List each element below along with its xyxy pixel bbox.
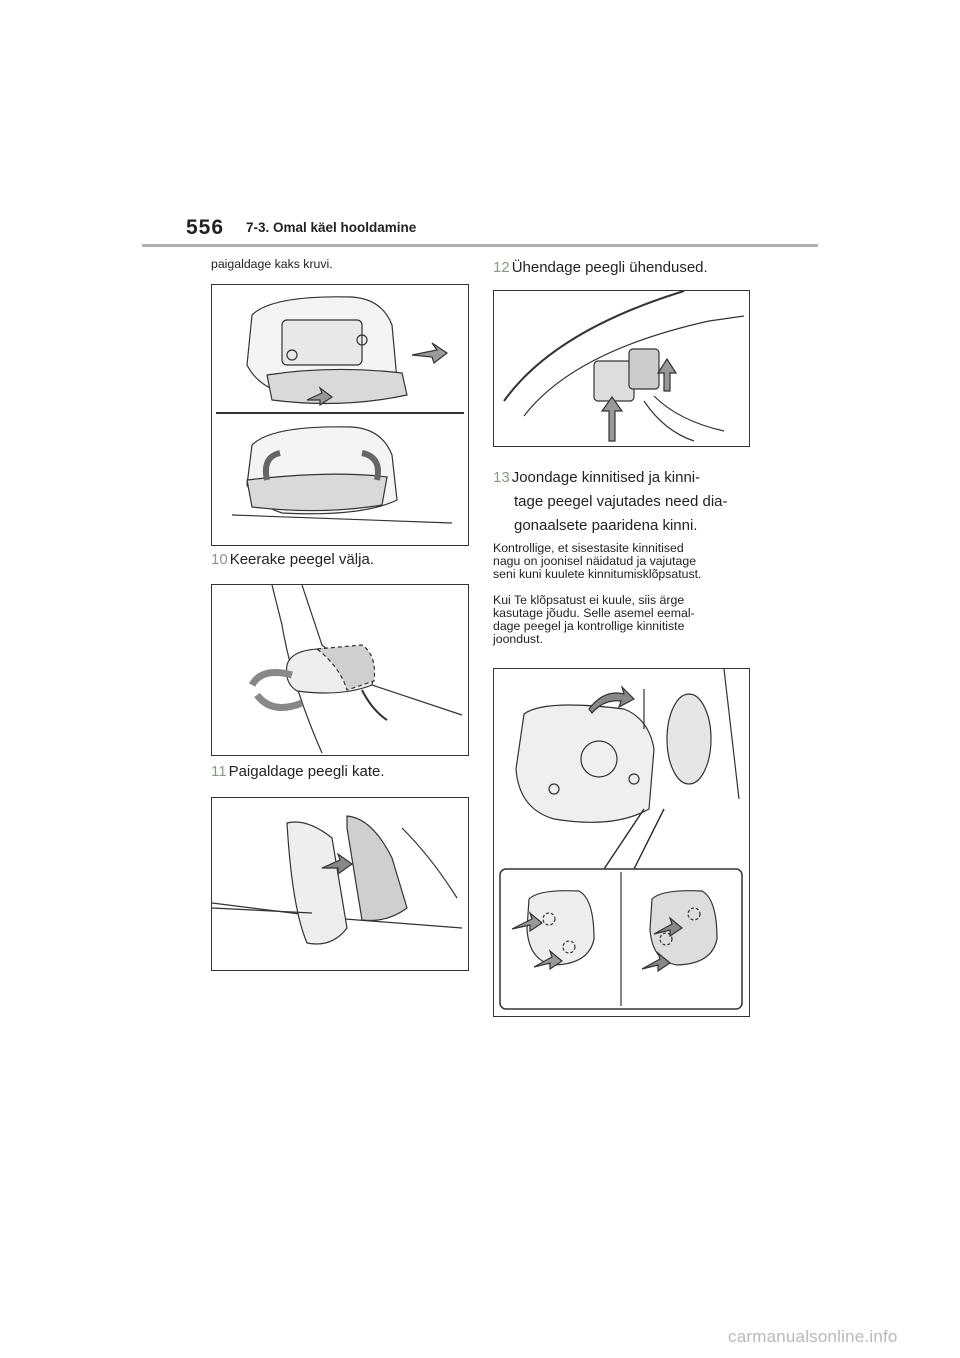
note-2-line: joondust.	[493, 632, 543, 646]
figure-mirror-cover	[211, 797, 469, 971]
note-1	[493, 542, 701, 581]
step-12-text: Ühendage peegli ühendused.	[511, 259, 708, 276]
note-2-line: dage peegel ja kontrollige kinnitiste	[493, 619, 685, 633]
step-12-number: 12	[493, 259, 510, 276]
watermark: carmanualsonline.info	[728, 1327, 898, 1346]
figure-fold-mirror	[211, 584, 469, 756]
note-1-line: Kontrollige, et sisestasite kinnitised	[493, 541, 684, 555]
step-13-line1: Joondage kinnitised ja kinni-	[511, 469, 701, 486]
step-11-number: 11	[211, 763, 227, 780]
intro-text: paigaldage kaks kruvi.	[211, 257, 333, 271]
step-13-line2: tage peegel vajutades need dia-	[514, 493, 728, 510]
step-13-line3: gonaalsete paaridena kinni.	[514, 517, 698, 534]
header-rule	[142, 244, 818, 247]
step-10-number: 10	[211, 551, 228, 568]
note-2-line: kasutage jõudu. Selle asemel eemal-	[493, 606, 695, 620]
figure-mirror-install	[493, 668, 750, 1017]
note-1-line: seni kuni kuulete kinnitumisklõpsatust.	[493, 567, 702, 581]
section-title: 7-3. Omal käel hooldamine	[246, 220, 417, 235]
figure-mirror-connectors	[493, 290, 750, 447]
step-10-text: Keerake peegel välja.	[229, 551, 374, 568]
note-2-line: Kui Te klõpsatust ei kuule, siis ärge	[493, 593, 685, 607]
note-1-line: nagu on joonisel näidatud ja vajutage	[493, 554, 697, 568]
figure-mirror-screws	[211, 284, 469, 546]
page-number: 556	[186, 216, 225, 239]
step-11-text: Paigaldage peegli kate.	[228, 763, 385, 780]
note-2	[493, 594, 695, 646]
step-13-number: 13	[493, 469, 510, 486]
